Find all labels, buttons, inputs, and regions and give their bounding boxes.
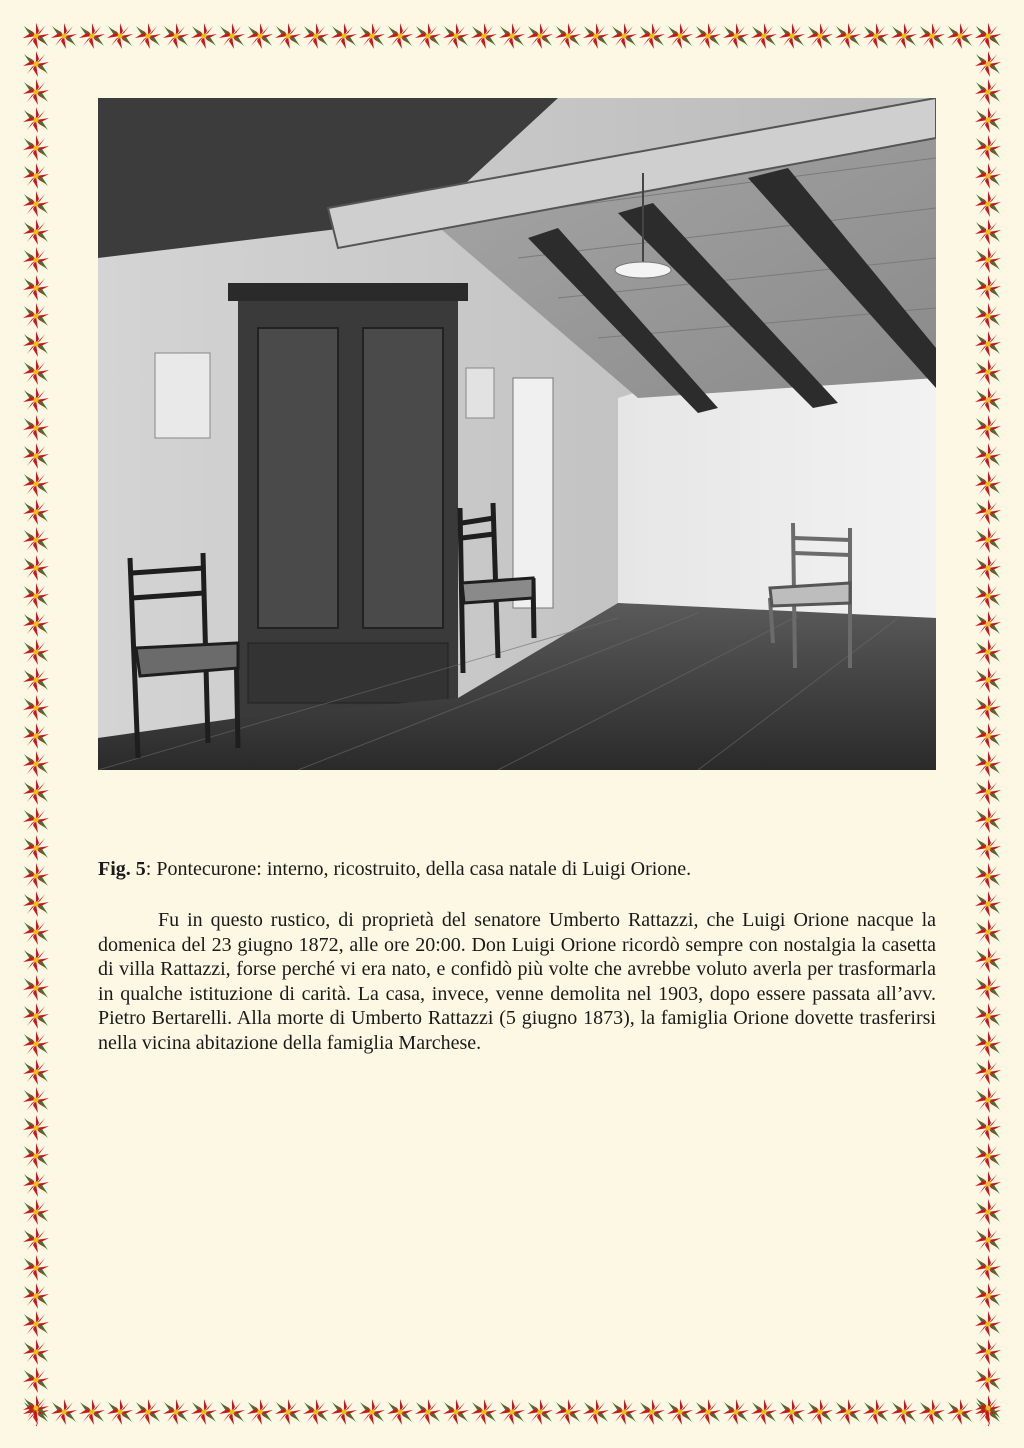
decorative-border-left <box>22 22 50 1426</box>
figure-caption-text: : Pontecurone: interno, ricostruito, della casa natale di Luigi Orione. <box>145 858 692 880</box>
body-paragraph: Fu in questo rustico, di proprietà del senatore Umberto Rattazzi, che Luigi Orione nacque la domenica del 23 giugno 1872, alle ore 20:00. Don Luigi Orione ricordò sempre con nostalgia la casetta di villa Rattazzi, forse perché vi era nato, e confidò più volte che avrebbe voluto averla per trasformarla in qualche istituzione di carità. La casa, invece, venne demolita nel 1903, dopo essere passata all’avv. Pietro Bertarelli. Alla morte di Umberto Rattazzi (5 giugno 1873), la famiglia Orione dovette trasferirsi nella vicina abitazione della famiglia Marchese. <box>98 909 936 1054</box>
figure-photo <box>98 98 936 770</box>
figure-label: Fig. 5 <box>98 858 146 880</box>
decorative-border-top <box>22 22 1002 50</box>
figure-caption <box>98 856 938 882</box>
decorative-border-bottom <box>22 1398 1002 1426</box>
decorative-border-right <box>974 22 1002 1426</box>
